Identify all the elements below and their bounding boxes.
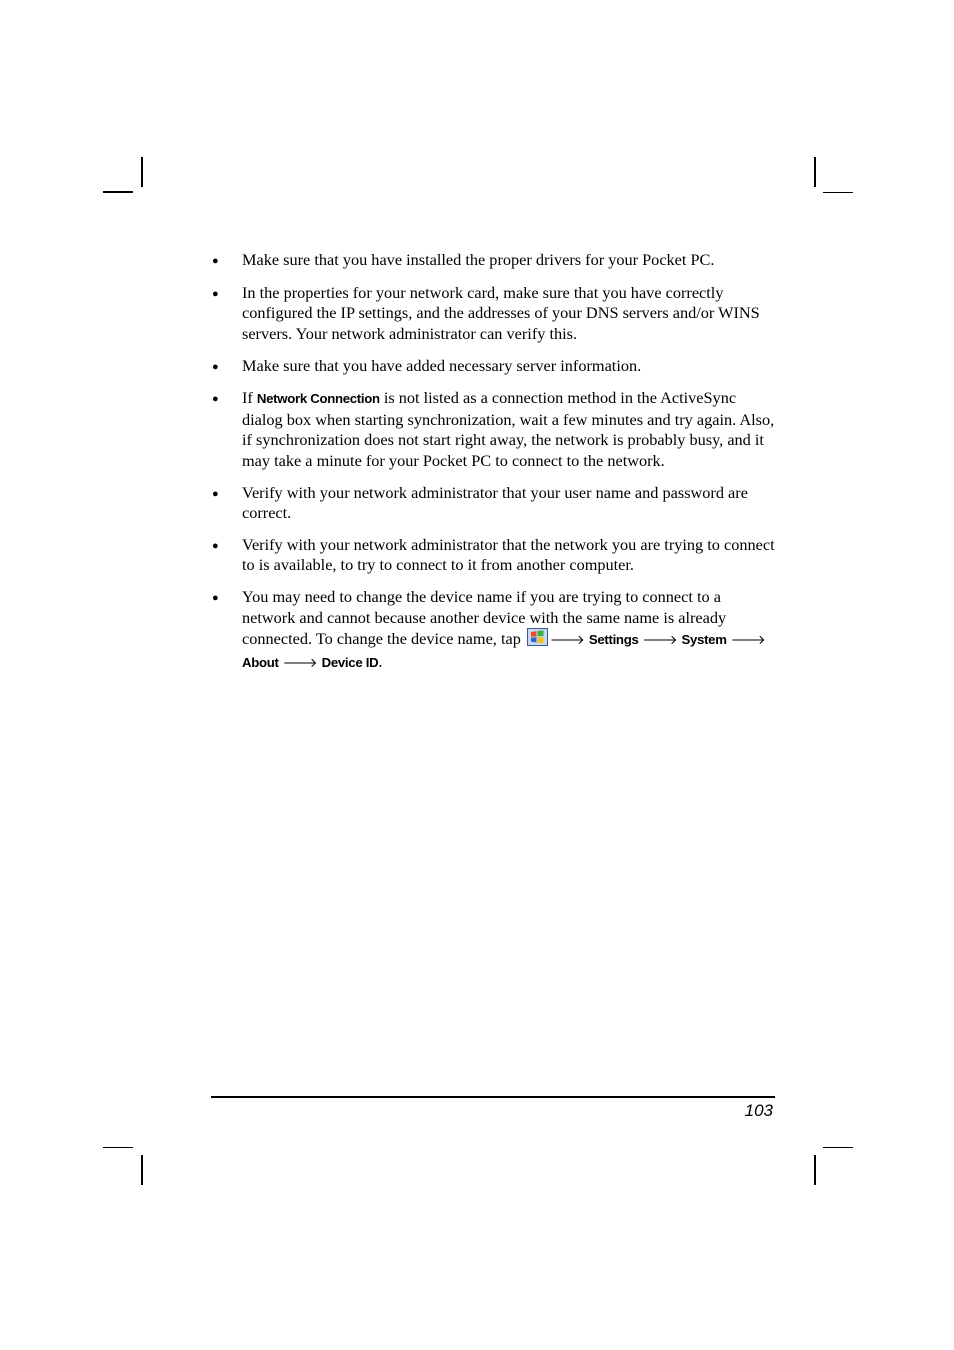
bullet-icon: ● [212,255,219,267]
list-item [212,388,778,471]
text-body: You may need to change the device name if you are trying to connect to a network and cannot because another device with the same name is already connected. To change the device name, tap [242,587,727,649]
list-item-text: In the properties for your network card, make sure that you have correctly configured the IP settings, and the addresses of your DNS servers and/or WINS servers. Your network administrator can verify this. [242,282,760,343]
list-item-text [242,388,778,471]
footer-rule [211,1096,775,1098]
list-item [212,283,778,345]
list-item-text: Verify with your network administrator that the network you are trying to connect to is available, to try to connect to it from another computer. [242,534,775,575]
ui-term-device-id: Device ID [321,654,379,670]
crop-mark [103,1147,133,1148]
crop-mark [823,192,853,193]
bullet-icon: ● [212,287,219,300]
crop-mark [814,1155,816,1185]
list-item [212,587,778,674]
ui-term-network-connection: Network Connection [256,391,380,407]
arrow-right-icon: 🡒 [730,633,766,649]
list-item [212,356,778,378]
list-item-text: Make sure that you have added necessary server information. [242,355,642,375]
bullet-icon: ● [212,360,219,373]
text-body: is not listed as a connection method in the ActiveSync dialog box when starting synchronization, wait a few minutes and try again. Also, if synchronization does not start right away, the network is probably busy, and it may take a minute for your Pocket PC to connect to the network. [242,388,775,470]
list-item-text [242,587,778,674]
bullet-icon: ● [212,592,219,605]
text-end: . [378,651,383,671]
crop-mark [823,1147,853,1148]
bullet-icon: ● [212,539,219,552]
list-item [212,535,778,576]
text-prefix: If [242,388,257,408]
crop-mark [103,191,133,193]
crop-mark [141,157,143,187]
windows-start-icon [527,628,548,646]
list-item [212,250,778,272]
page-number: 103 [744,1101,773,1120]
ui-term-settings: Settings [588,632,639,648]
bullet-icon: ● [212,487,219,500]
bullet-icon: ● [212,393,219,406]
crop-mark [814,157,816,187]
ui-term-system: System [681,632,727,648]
arrow-right-icon: 🡒 [282,655,318,671]
list-item-text: Make sure that you have installed the proper drivers for your Pocket PC. [242,250,715,269]
list-item [212,483,778,524]
arrow-right-icon: 🡒 [642,633,678,649]
ui-term-about: About [242,654,279,670]
list-item-text: Verify with your network administrator that your user name and password are correct. [242,482,748,523]
arrow-right-icon: 🡒 [549,633,585,649]
crop-mark [141,1155,143,1185]
troubleshooting-list [212,250,778,686]
